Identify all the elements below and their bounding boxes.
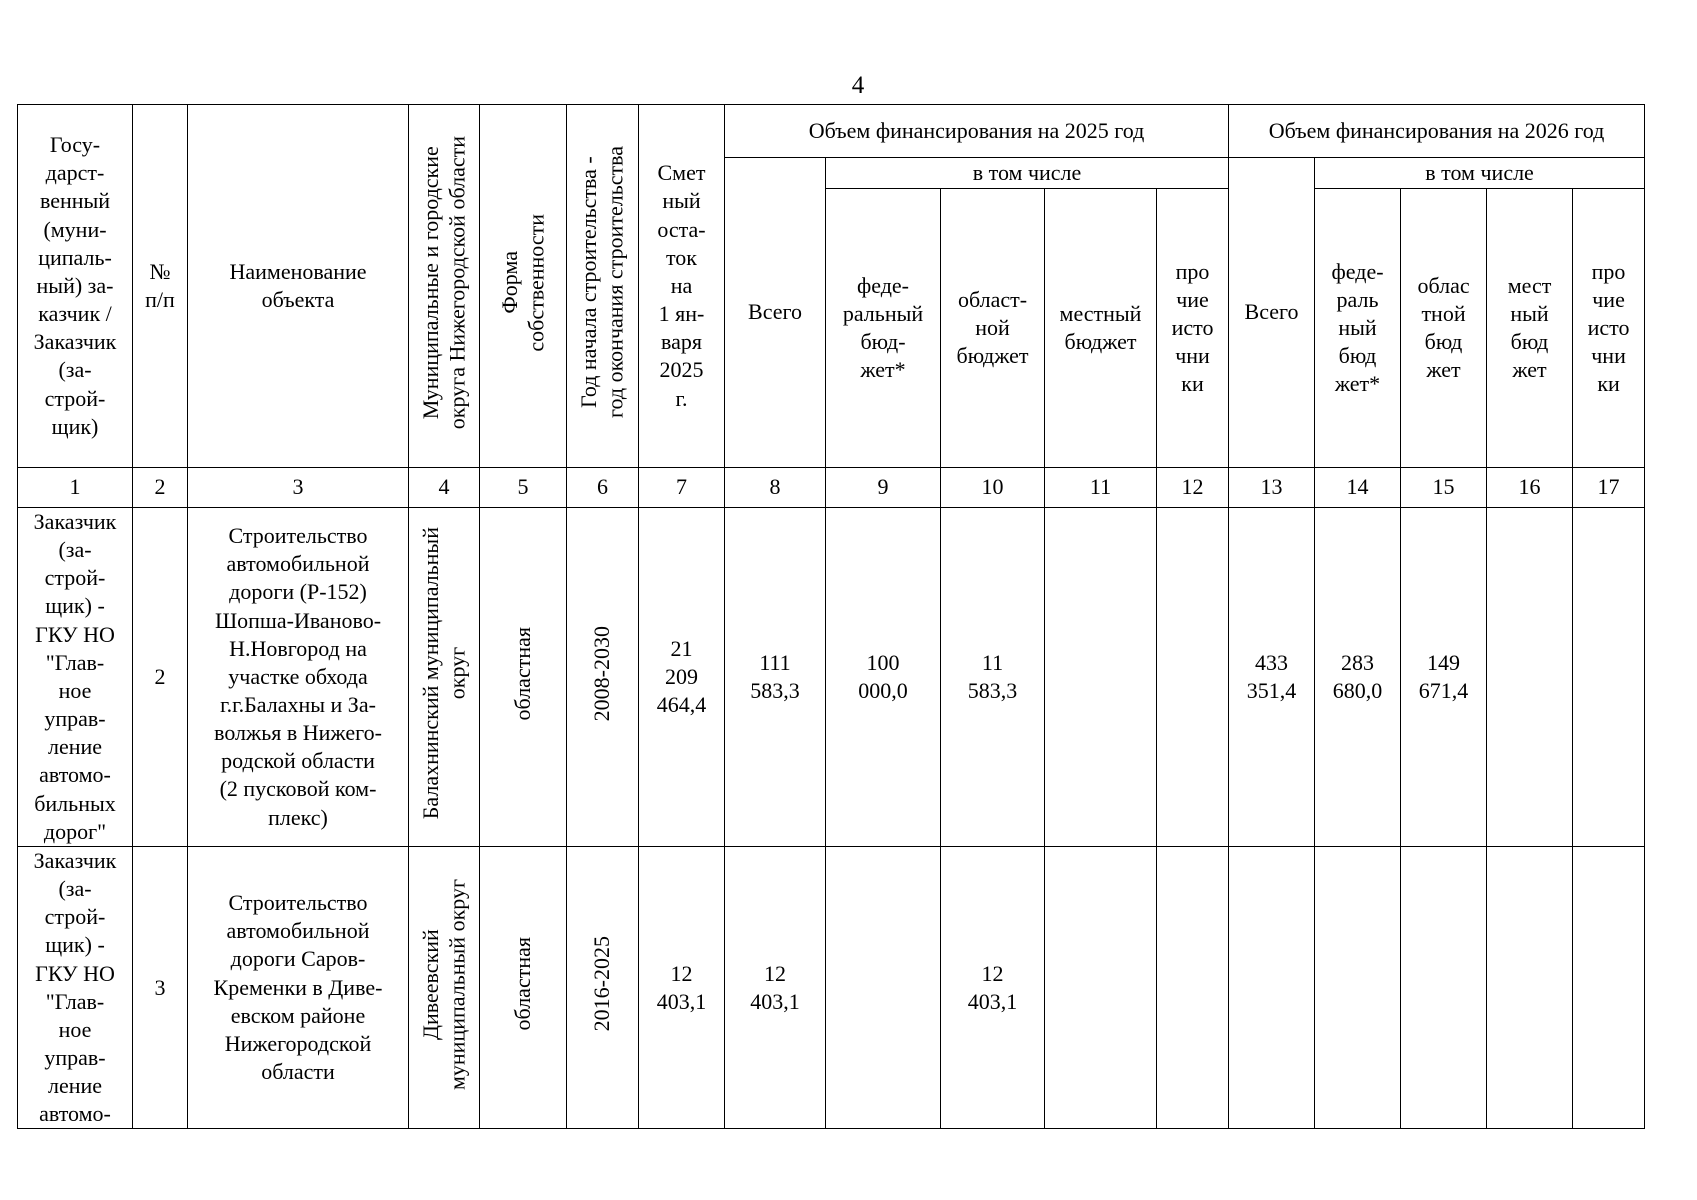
federal-2026-cell [1315, 846, 1401, 1129]
column-number: 17 [1573, 468, 1645, 508]
header-including-2026: в том числе [1315, 158, 1645, 189]
remainder-cell: 21 209 464,4 [639, 508, 725, 847]
local-2025-cell [1045, 508, 1157, 847]
local-2025-cell [1045, 846, 1157, 1129]
column-numbers-row [18, 468, 1645, 508]
regional-2025-cell: 12 403,1 [941, 846, 1045, 1129]
column-number: 12 [1157, 468, 1229, 508]
ownership-cell [480, 846, 567, 1129]
page-number: 4 [851, 72, 865, 99]
object-name-cell: Строительство автомобильной дороги (Р-152) Шопша-Иваново- Н.Новгород на участке обхода г.г.Балахны и За- волжья в Нижего- родской области (2 пусковой ком- плекс) [188, 508, 409, 847]
header-financing-2026: Объем финансирования на 2026 год [1229, 105, 1645, 158]
regional-2025-cell: 11 583,3 [941, 508, 1045, 847]
other-2025-cell [1157, 508, 1229, 847]
local-2026-cell [1487, 846, 1573, 1129]
header-including-2025: в том числе [826, 158, 1229, 189]
other-2025-cell [1157, 846, 1229, 1129]
header-regional-2025: област- ной бюджет [941, 189, 1045, 468]
column-number: 9 [826, 468, 941, 508]
column-number: 8 [725, 468, 826, 508]
years-text: 2016-2025 [589, 936, 615, 1032]
customer-cell: Заказчик (за- строй- щик) - ГКУ НО "Глав- ное управ- ление автомо- бильных дорог" [18, 508, 133, 847]
header-object-name: Наименование объекта [188, 105, 409, 468]
district-cell [409, 846, 480, 1129]
years-cell [567, 846, 639, 1129]
header-total-2026: Всего [1229, 158, 1315, 468]
header-financing-2025: Объем финансирования на 2025 год [725, 105, 1229, 158]
regional-2026-cell [1401, 846, 1487, 1129]
header-other-2025: про чие исто чни ки [1157, 189, 1229, 468]
column-number: 5 [480, 468, 567, 508]
header-other-2026: про чие исто чни ки [1573, 189, 1645, 468]
column-number: 11 [1045, 468, 1157, 508]
other-2026-cell [1573, 846, 1645, 1129]
row-number-cell: 3 [133, 846, 188, 1129]
header-district: Муниципальные и городские округа Нижегородской области [417, 135, 469, 430]
row-number-cell: 2 [133, 508, 188, 847]
other-2026-cell [1573, 508, 1645, 847]
total-2026-cell: 433 351,4 [1229, 508, 1315, 847]
header-row-1 [18, 105, 1645, 158]
federal-2025-cell [826, 846, 941, 1129]
local-2026-cell [1487, 508, 1573, 847]
column-number: 13 [1229, 468, 1315, 508]
ownership-cell [480, 508, 567, 847]
header-local-2026: мест ный бюд жет [1487, 189, 1573, 468]
column-number: 4 [409, 468, 480, 508]
federal-2025-cell: 100 000,0 [826, 508, 941, 847]
remainder-cell: 12 403,1 [639, 846, 725, 1129]
column-number: 15 [1401, 468, 1487, 508]
regional-2026-cell: 149 671,4 [1401, 508, 1487, 847]
federal-2026-cell: 283 680,0 [1315, 508, 1401, 847]
header-local-2025: местный бюджет [1045, 189, 1157, 468]
district-text: Дивеевский муниципальный округ [417, 878, 469, 1090]
header-remainder: Смет ный оста- ток на 1 ян- варя 2025 г. [639, 105, 725, 468]
column-number: 6 [567, 468, 639, 508]
table-row [18, 508, 1645, 847]
header-district-cell [409, 105, 480, 468]
header-number: № п/п [133, 105, 188, 468]
header-total-2025: Всего [725, 158, 826, 468]
header-years: Год начала строительства - год окончания строительства [576, 146, 628, 419]
ownership-text: областная [509, 937, 535, 1031]
district-cell [409, 508, 480, 847]
column-number: 14 [1315, 468, 1401, 508]
column-number: 7 [639, 468, 725, 508]
column-number: 2 [133, 468, 188, 508]
header-federal-2026: феде- раль ный бюд жет* [1315, 189, 1401, 468]
table-row [18, 846, 1645, 1129]
district-text: Балахнинский муниципальный округ [417, 527, 469, 820]
years-text: 2008-2030 [589, 625, 615, 722]
years-cell [567, 508, 639, 847]
header-ownership-cell [480, 105, 567, 468]
column-number: 10 [941, 468, 1045, 508]
column-number: 3 [188, 468, 409, 508]
header-ownership: Форма собственности [496, 213, 548, 352]
header-federal-2025: феде- ральный бюд- жет* [826, 189, 941, 468]
total-2025-cell: 111 583,3 [725, 508, 826, 847]
header-regional-2026: облас тной бюд жет [1401, 189, 1487, 468]
header-years-cell [567, 105, 639, 468]
column-number: 16 [1487, 468, 1573, 508]
total-2026-cell [1229, 846, 1315, 1129]
customer-cell: Заказчик (за- строй- щик) - ГКУ НО "Глав- ное управ- ление автомо- [18, 846, 133, 1129]
header-customer: Госу- дарст- венный (муни- ципаль- ный) за- казчик / Заказчик (за- строй- щик) [18, 105, 133, 468]
financing-table [17, 104, 1645, 1129]
column-number: 1 [18, 468, 133, 508]
object-name-cell: Строительство автомобильной дороги Саров- Кременки в Диве- евском районе Нижегородской области [188, 846, 409, 1129]
total-2025-cell: 12 403,1 [725, 846, 826, 1129]
ownership-text: областная [509, 626, 535, 721]
